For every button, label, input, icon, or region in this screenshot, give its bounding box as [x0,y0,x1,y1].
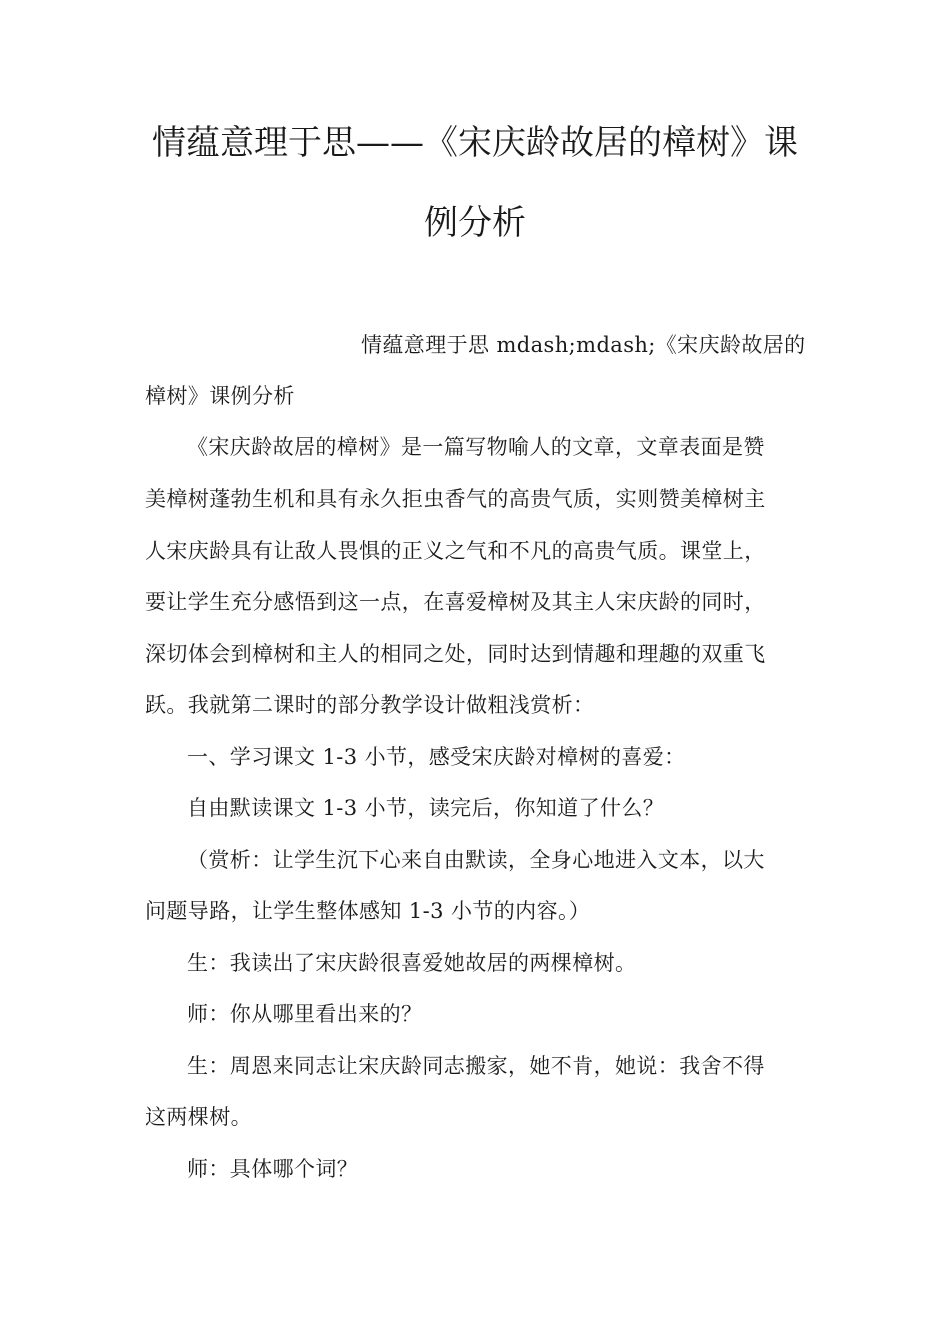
text-line: 问题导路，让学生整体感知 1-3 小节的内容。） [145,899,591,923]
text-line: 跃。我就第二课时的部分教学设计做粗浅赏析： [145,693,595,717]
text-line: 生：周恩来同志让宋庆龄同志搬家，她不肯，她说：我舍不得 [187,1054,765,1078]
paragraph-question: 自由默读课文 1-3 小节，读完后，你知道了什么？ [187,796,665,820]
section-heading: 一、学习课文 1-3 小节，感受宋庆龄对樟树的喜爱： [187,745,686,769]
dialogue-student: 生：我读出了宋庆龄很喜爱她故居的两棵樟树。 [187,951,637,975]
text-line: 《宋庆龄故居的樟树》是一篇写物喻人的文章，文章表面是赞 [187,435,765,459]
dialogue-teacher: 师：你从哪里看出来的？ [187,1002,423,1026]
text-line: 要让学生充分感悟到这一点，在喜爱樟树及其主人宋庆龄的同时， [145,590,766,614]
title-line-2: 例分析 [424,203,526,243]
text-line: 深切体会到樟树和主人的相同之处，同时达到情趣和理趣的双重飞 [145,642,766,666]
text-line: 这两棵树。 [145,1105,252,1129]
dialogue-teacher-2: 师：具体哪个词？ [187,1157,359,1181]
subtitle-line-2: 樟树》课例分析 [145,384,295,408]
text-line: 人宋庆龄具有让敌人畏惧的正义之气和不凡的高贵气质。课堂上， [145,539,766,563]
document-title [145,103,805,263]
subtitle-line-1: 情蕴意理于思 mdash;mdash;《宋庆龄故居的 [361,333,806,357]
text-line: （赏析：让学生沉下心来自由默读，全身心地进入文本，以大 [187,848,765,872]
text-line: 美樟树蓬勃生机和具有永久拒虫香气的高贵气质，实则赞美樟树主 [145,487,766,511]
title-line-1: 情蕴意理于思——《宋庆龄故居的樟树》课 [152,123,798,163]
